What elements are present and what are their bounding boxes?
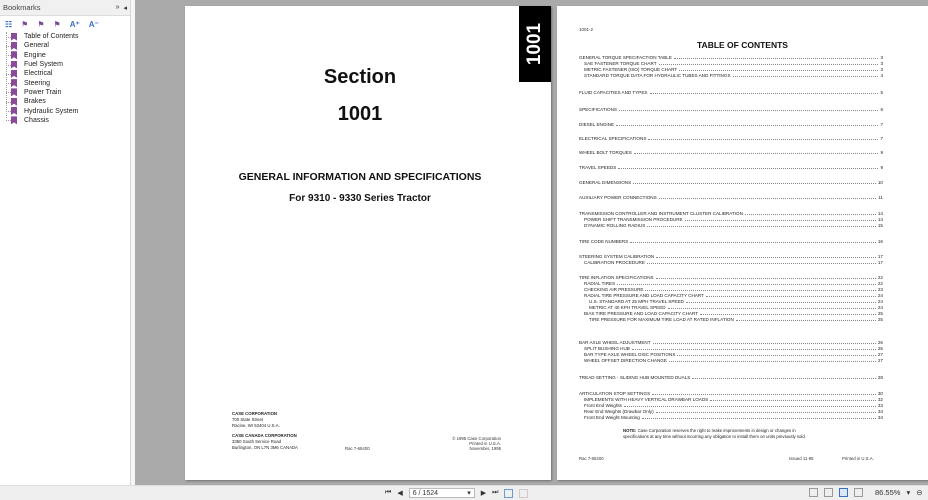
toc-leader-dots [645, 290, 875, 291]
bookmark-icon [11, 79, 17, 87]
bookmark-brakes[interactable] [6, 97, 130, 106]
toc-entry[interactable] [579, 121, 883, 127]
page-number-input[interactable] [409, 488, 475, 498]
font-increase-icon[interactable]: A⁺ [69, 19, 80, 29]
toc-leader-dots [616, 125, 878, 126]
toc-leader-dots [652, 394, 876, 395]
toc-leader-dots [686, 302, 876, 303]
toc-leader-dots [632, 349, 876, 350]
bookmark-icon [11, 98, 17, 106]
toc-entry[interactable] [579, 238, 883, 244]
toc-entry-page: 24 [877, 299, 883, 304]
toc-leader-dots [685, 220, 876, 221]
toc-entry-label: WHEEL BOLT TORQUES [579, 150, 632, 155]
toc-entry-label: RADIAL TIRES [584, 281, 616, 286]
toc-entry[interactable] [579, 194, 883, 200]
toc-entry[interactable] [579, 357, 883, 363]
close-panel-icon[interactable]: ◂ [123, 4, 127, 12]
toc-entry-label: SPLIT BUSHING HUB [584, 346, 630, 351]
toc-entry-page: 5 [880, 90, 883, 95]
toc-leader-dots [619, 110, 878, 111]
page-section-cover [185, 6, 551, 480]
toc-entry[interactable] [579, 374, 883, 380]
bookmark-icon [11, 61, 17, 69]
font-decrease-icon[interactable]: A⁻ [88, 19, 99, 29]
toc-entry-label: SAE FASTENER TORQUE CHART [584, 61, 657, 66]
first-page-button[interactable]: ⏮ [385, 489, 392, 496]
toc-leader-dots [706, 296, 876, 297]
toc-entry-label: FLUID CAPACITIES AND TYPES [579, 90, 648, 95]
toc-entry[interactable] [579, 222, 883, 228]
toc-entry-label: DYNAMIC ROLLING RADIUS [584, 223, 646, 228]
toc-entry-label: Rear End Weights (Drawbar Only) [584, 409, 654, 414]
toc-entry-label: TRANSMISSION CONTROLLER AND INSTRUMENT CLUSTER CALIBRATION [579, 211, 743, 216]
bookmark-label: General [24, 42, 49, 50]
toc-entry-label: METRIC AT 40 KPH TRAVEL SPEED [589, 305, 666, 310]
zoom-out-icon[interactable]: ⊖ [916, 488, 923, 497]
toc-entry-page: 14 [877, 217, 883, 222]
address-canada [232, 433, 298, 451]
section-heading: GENERAL INFORMATION AND SPECIFICATIONS [238, 171, 482, 183]
toc-entry-page: 7 [880, 122, 883, 127]
view-controls [809, 488, 923, 497]
copyright-line: November, 1995 [469, 445, 501, 451]
bookmark-power-train[interactable] [6, 88, 130, 97]
address-line: Burlington, ON L7N 3M6 CANADA [232, 445, 298, 450]
toc-entry-page: 14 [877, 211, 883, 216]
bookmarks-panel [0, 0, 131, 485]
toc-entry-label: CHECKING AIR PRESSURE [584, 287, 644, 292]
toc-entry-page: 16 [877, 239, 883, 244]
toc-leader-dots [656, 257, 876, 258]
toc-entry-label: WHEEL OFFSET DIRECTION CHANGE [584, 358, 667, 363]
copyright-line: © 1995 Case Corporation [452, 436, 501, 441]
bookmark-icon [11, 42, 17, 50]
bookmark-general[interactable] [6, 41, 130, 50]
toc-entry-label: BAR TYPE AXLE WHEEL DISC POSITIONS [584, 352, 676, 357]
single-page-view-icon[interactable] [809, 488, 818, 497]
toc-entry-page: 24 [877, 305, 883, 310]
toc-entry-label: TREAD SETTING - SLIDING HUB MOUNTED DUALS [579, 375, 691, 380]
bookmark-find-icon[interactable]: ⚑ [53, 19, 61, 29]
section-number: 1001 [337, 103, 383, 125]
bookmark-label: Engine [24, 51, 46, 59]
toc-entry-page: 22 [877, 281, 883, 286]
toc-entry-label: Front End Weight Mounting [584, 415, 640, 420]
note-label: NOTE: [623, 428, 637, 433]
toc-entry-label: TIRE PRESSURE FOR MAXIMUM TIRE LOAD AT RATED INFLATION [589, 317, 734, 322]
bookmarks-header [0, 0, 130, 16]
bookmark-label: Power Train [24, 88, 62, 96]
toc-title: TABLE OF CONTENTS [697, 40, 788, 50]
toc-entry-page: 30 [877, 391, 883, 396]
address-us [232, 411, 280, 429]
bookmarks-title: Bookmarks [3, 3, 41, 12]
next-view-icon[interactable] [519, 489, 528, 498]
bookmark-fuel-system[interactable] [6, 60, 130, 69]
document-viewer[interactable] [135, 0, 928, 485]
toc-entry-label: GENERAL TORQUE SPECIFACTION TABLE [579, 55, 672, 60]
address-line: CASE CORPORATION [232, 411, 278, 416]
toc-entry[interactable] [579, 89, 883, 95]
toc-entry-page: 4 [880, 73, 883, 78]
continuous-view-icon[interactable] [824, 488, 833, 497]
toc-leader-dots [656, 412, 876, 413]
toc-leader-dots [745, 214, 876, 215]
toc-entry-page: 23 [877, 287, 883, 292]
toc-leader-dots [674, 58, 879, 59]
bookmark-label: Electrical [24, 70, 53, 78]
toc-entry-label: TIRE INFLATION SPECIFICATIONS [579, 275, 654, 280]
toc-entry[interactable] [579, 259, 883, 265]
toc-leader-dots [669, 361, 876, 362]
toc-leader-dots [653, 343, 876, 344]
toc-entry-label: ARTICULATION STOP SETTINGS [579, 391, 651, 396]
bookmark-label: Chassis [24, 116, 49, 124]
toc-entry[interactable] [579, 72, 883, 78]
bookmark-icon [11, 88, 17, 96]
address-line: Racine, WI 53404 U.S.A. [232, 423, 280, 428]
toc-entry-page: 26 [877, 346, 883, 351]
status-bar [0, 485, 928, 500]
zoom-level[interactable]: 86.55% [875, 488, 901, 497]
continuous-facing-view-icon[interactable] [854, 488, 863, 497]
toc-entry-page: 34 [877, 409, 883, 414]
toc-entry-page: 25 [877, 317, 883, 322]
toc-entry-page: 22 [877, 275, 883, 280]
bookmark-label: Brakes [24, 98, 46, 106]
toc-entry-label: AUXILIARY POWER CONNECTIONS [579, 195, 657, 200]
toc-entry[interactable] [579, 414, 883, 420]
toc-entry[interactable] [579, 316, 883, 322]
bookmark-tree [0, 32, 130, 125]
address-line: 3350 South Service Road [232, 439, 281, 444]
bookmark-label: Steering [24, 79, 51, 87]
toc-entry-label: U.S. STANDARD AT 25 MPH TRAVEL SPEED [589, 299, 684, 304]
toc-leader-dots [647, 263, 876, 264]
toc-leader-dots [617, 284, 876, 285]
toc-entry[interactable] [579, 179, 883, 185]
toc-entry-page: 3 [880, 55, 883, 60]
footer-printed: Printed in U.S.A. [842, 456, 874, 461]
toc-entry-page: 25 [877, 311, 883, 316]
page-table-of-contents [557, 6, 928, 480]
toc-entry-label: BAR AXLE WHEEL ADJUSTMENT [579, 340, 651, 345]
expand-all-icon[interactable]: ☷ [5, 19, 13, 29]
toc-entry-label: Front End Weights [584, 403, 622, 408]
toc-leader-dots [642, 418, 876, 419]
toc-entry-label: SPECIFICATIONS [579, 107, 617, 112]
toc-leader-dots [710, 400, 876, 401]
facing-view-icon[interactable] [839, 488, 848, 497]
bookmark-label: Table of Contents [24, 33, 79, 41]
toc-leader-dots [668, 308, 876, 309]
toc-leader-dots [679, 70, 878, 71]
bookmark-steering[interactable] [6, 78, 130, 87]
address-line: CASE CANADA CORPORATION [232, 433, 297, 438]
next-page-button[interactable]: ▶ [480, 490, 487, 497]
bookmark-hydraulic-system[interactable] [6, 106, 130, 115]
last-page-button[interactable]: ⏭ [492, 489, 499, 496]
toc-entry-page: 27 [877, 352, 883, 357]
toc-leader-dots [648, 139, 878, 140]
bookmark-icon [11, 116, 17, 124]
bookmark-engine[interactable] [6, 51, 130, 60]
zoom-dropdown-icon[interactable]: ▾ [906, 488, 911, 497]
toc-entry-page: 3 [880, 67, 883, 72]
toc-entry-page: 3 [880, 61, 883, 66]
previous-view-icon[interactable] [504, 489, 513, 498]
toc-entry-label: IMPLEMENTS WITH HEAVY VERTICAL DRAWBAR LOADS [584, 397, 709, 402]
section-subheading: For 9310 - 9330 Series Tractor [289, 193, 431, 204]
toc-entry-page: 7 [880, 136, 883, 141]
bookmark-chassis[interactable] [6, 116, 130, 125]
toc-entry-page: 10 [877, 180, 883, 185]
toc-entry-page: 17 [877, 254, 883, 259]
collapse-panel-icon[interactable]: » [115, 3, 120, 11]
toc-entry-label: RADIAL TIRE PRESSURE AND LOAD CAPACITY CHART [584, 293, 704, 298]
toc-entry-label: POWER SHIFT TRANSMISSION PROCEDURE [584, 217, 683, 222]
toc-leader-dots [700, 314, 876, 315]
toc-entry-label: BIAS TIRE PRESSURE AND LOAD CAPACITY CHART [584, 311, 699, 316]
toc-entry[interactable] [579, 106, 883, 112]
toc-entry-page: 15 [877, 223, 883, 228]
bookmark-icon [11, 51, 17, 59]
bookmarks-toolbar [0, 16, 130, 32]
section-tab-label: 1001 [524, 22, 545, 66]
toc-leader-dots [630, 242, 876, 243]
bookmark-add-icon[interactable]: ⚑ [37, 19, 45, 29]
chevron-down-icon[interactable]: ▾ [467, 490, 471, 497]
page-navigation [385, 488, 528, 498]
bookmark-label: Fuel System [24, 61, 63, 69]
copyright-line: Printed in U.S.A. [469, 440, 501, 446]
bookmark-label: Hydraulic System [24, 107, 79, 115]
footer-issued: Issued 11-95 [789, 456, 814, 461]
toc-entry-page: 28 [877, 375, 883, 380]
toc-entry-page: 34 [877, 415, 883, 420]
copyright-block [452, 437, 501, 451]
toc-entry-label: CALIBRATION PROCEDURE [584, 260, 645, 265]
toc-entry-label: DIESEL ENGINE [579, 122, 615, 127]
toc-entry-page: 33 [877, 403, 883, 408]
toc-entry-page: 6 [880, 107, 883, 112]
toc-leader-dots [647, 226, 876, 227]
toc-entry-page: 27 [877, 358, 883, 363]
toc-entry-label: STANDARD TORQUE DATA FOR HYDRAULIC TUBES AND FITTINGS [584, 73, 731, 78]
toc-entry-page: 24 [877, 293, 883, 298]
toc-entry-label: ELECTRICAL SPECIFICATIONS [579, 136, 647, 141]
toc-entry-label: GENERAL DIMENSIONS [579, 180, 632, 185]
revision-code: Rac 7-65400 [345, 446, 370, 451]
toc-entry-page: 9 [880, 150, 883, 155]
toc-leader-dots [633, 183, 876, 184]
toc-entry-page: 11 [878, 195, 883, 200]
toc-entry-label: TIRE CODE NUMBERS [579, 239, 629, 244]
toc-entry-page: 26 [877, 340, 883, 345]
toc-leader-dots [659, 64, 879, 65]
toc-entry[interactable] [579, 135, 883, 141]
toc-leader-dots [656, 278, 876, 279]
toc-leader-dots [650, 93, 879, 94]
footer-rev: Rac 7-65400 [579, 456, 604, 461]
address-line: 700 State Street [232, 417, 264, 422]
note-text: Case Corporation reserves the right to make improvements in design or changes in specifications at any time without incurring any obligation to install them on units previously sold. [623, 428, 806, 439]
toc-leader-dots [677, 355, 875, 356]
section-label: Section [323, 66, 397, 88]
toc-leader-dots [733, 76, 879, 77]
prev-page-button[interactable]: ◀ [397, 490, 403, 497]
bookmark-icon [11, 33, 17, 41]
bookmark-icon [11, 70, 17, 78]
toc-leader-dots [624, 406, 876, 407]
toc-entry-label: METRIC FASTENER (ISO) TORQUE CHART [584, 67, 678, 72]
bookmark-electrical[interactable] [6, 69, 130, 78]
toc-entry-label: TRAVEL SPEEDS [579, 165, 617, 170]
page-number: 1001-2 [579, 27, 594, 32]
toc-entry-page: 32 [877, 397, 883, 402]
toc-entry-label: STEERING SYSTEM CALIBRATION [579, 254, 655, 259]
bookmark-table-of-contents[interactable] [6, 32, 130, 41]
toc-leader-dots [736, 320, 876, 321]
toc-entry-page: 17 [877, 260, 883, 265]
toc-leader-dots [659, 198, 877, 199]
toc-leader-dots [634, 153, 879, 154]
toc-entry[interactable] [579, 164, 883, 170]
toc-leader-dots [618, 168, 878, 169]
note-block [623, 428, 813, 440]
toc-entry-page: 9 [880, 165, 883, 170]
bookmark-icon [11, 107, 17, 115]
page-number-value: 6 / 1524 [412, 489, 439, 497]
bookmark-icon[interactable]: ⚑ [21, 19, 29, 29]
toc-leader-dots [692, 378, 876, 379]
toc-entry[interactable] [579, 149, 883, 155]
